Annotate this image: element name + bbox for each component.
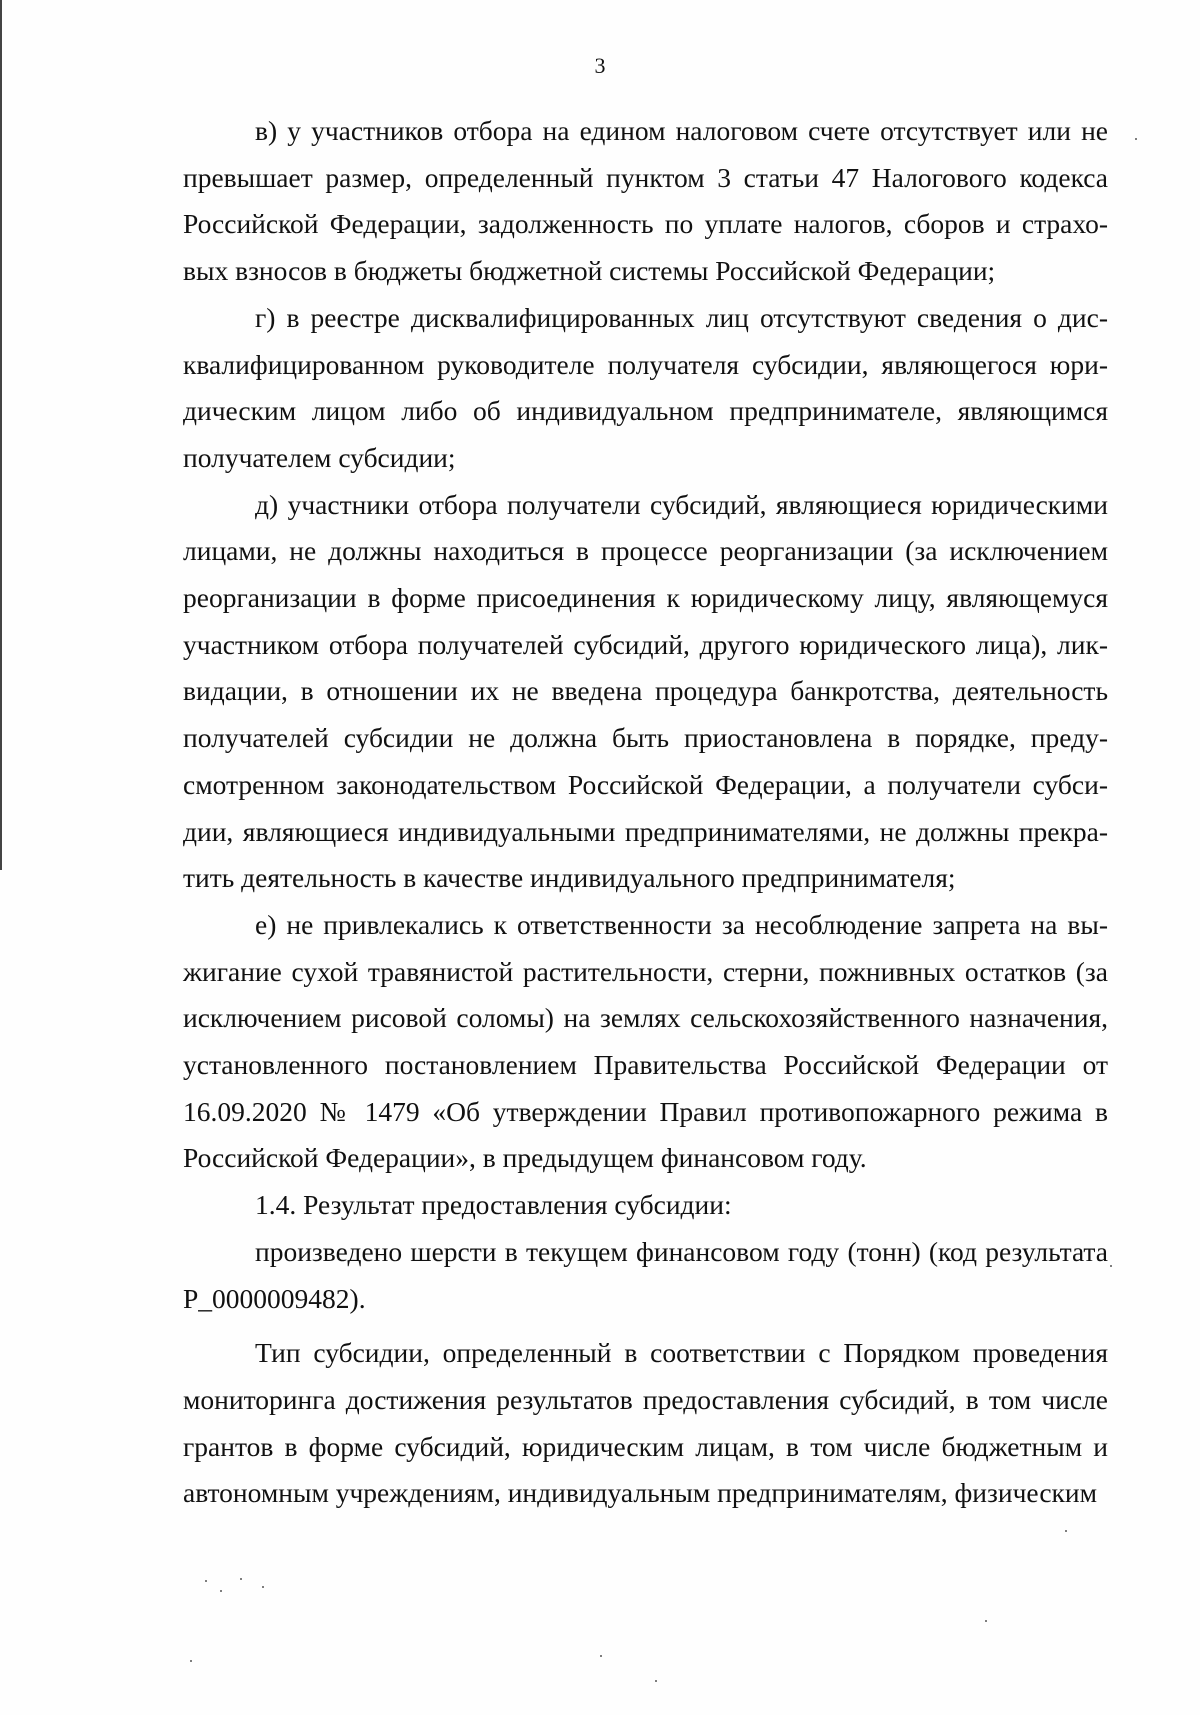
scan-speck bbox=[600, 1655, 602, 1657]
paragraph-v: в) у участников отбора на едином налоговом счете отсутствует или не превышает размер, определенный пунктом 3 статьи 47 Налогового кодекса Российской Федерации, задолженность по уплате налогов, сборов и страховых взносов в бюджеты бюджетной системы Российской Федерации; bbox=[183, 115, 1108, 287]
section-heading-1-4: 1.4. Результат предоставления субсидии: bbox=[255, 1189, 732, 1221]
paragraph-g: г) в реестре дисквалифицированных лиц отсутствуют сведения о дисквалифицированном руководителе получателя субсидии, являющегося юридическим лицом либо об индивидуальном предпринимателе, являющимся получателем субсидии; bbox=[183, 301, 1108, 473]
page-number: 3 bbox=[594, 53, 606, 78]
paragraph-result: произведено шерсти в текущем финансовом году (тонн) (код результата P_0000009482). bbox=[183, 1235, 1108, 1314]
scan-speck bbox=[220, 1590, 222, 1592]
scan-speck bbox=[190, 1660, 192, 1662]
scan-speck bbox=[1065, 1530, 1067, 1532]
scan-speck bbox=[655, 1680, 657, 1682]
scan-speck bbox=[1110, 1265, 1112, 1267]
scan-speck bbox=[1135, 138, 1137, 140]
paragraph-gap bbox=[183, 1322, 1108, 1330]
scan-speck bbox=[240, 1578, 242, 1580]
paragraph-e: е) не привлекались к ответственности за несоблюдение запрета на выжигание сухой травянистой растительности, стерни, пожнивных остатков (за исключением рисовой соломы) на землях сельскохозяйственного назначения, установленного постановлением Правительства Российской Федерации от 16.09.2020 № 1479 «Об утверждении Правил противопожарного режима в Российской Федерации», в предыдущем финансовом году. bbox=[183, 908, 1108, 1174]
scan-speck bbox=[985, 1620, 987, 1622]
paragraph-subsidy-type: Тип субсидии, определенный в соответствии с Порядком проведения мониторинга достижения результатов предоставления субсидий, в том числе грантов в форме субсидий, юридическим лицам, в том числе бюджетным и автономным учреждениям, индивидуальным предпринимателям, физическим bbox=[183, 1337, 1108, 1509]
paragraph-d: д) участники отбора получатели субсидий, являющиеся юридическими лицами, не должны находиться в процессе реорганизации (за исключением реорганизации в форме присоединения к юридическому лицу, являющемуся участником отбора получателей субсидий, другого юридического лица), ликвидации, в отношении их не введена процедура банкротства, деятельность получателей субсидии не должна быть приостановлена в порядке, предусмотренном законодательством Российской Федерации, а получатели субсидии, являющиеся индивидуальными предпринимателями, не должны прекратить деятельность в качестве индивидуального предпринимателя; bbox=[183, 488, 1108, 894]
scan-speck bbox=[262, 1586, 264, 1588]
scan-edge-line bbox=[0, 0, 2, 870]
scan-speck bbox=[205, 1580, 207, 1582]
document-body bbox=[183, 108, 1108, 1517]
